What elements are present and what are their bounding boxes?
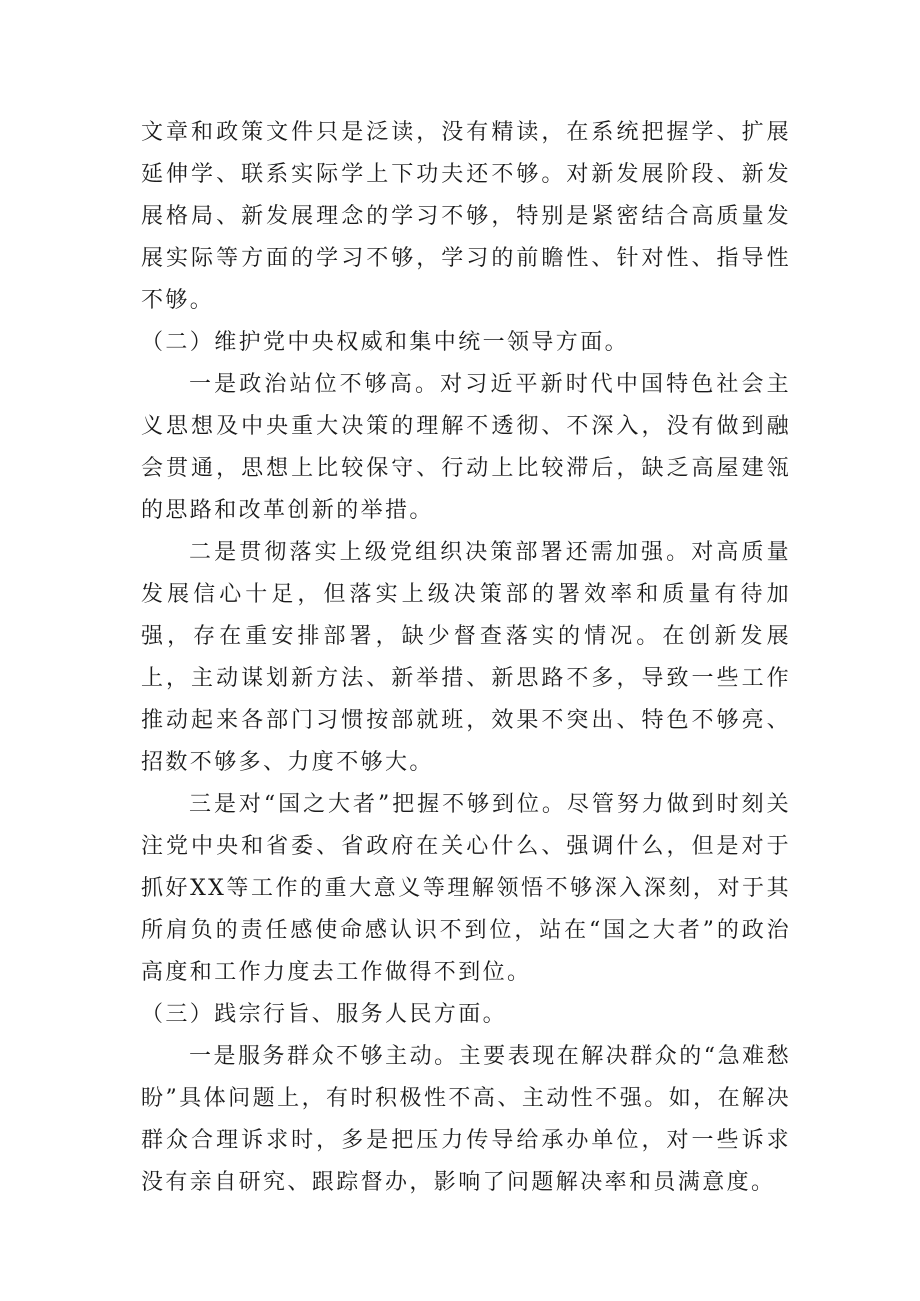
paragraph-political-stance: 一是政治站位不够高。对习近平新时代中国特色社会主义思想及中央重大决策的理解不透彻、不深入，没有做到融会贯通，思想上比较保守、行动上比较滞后，缺乏高屋建瓴的思路和改革创新的举措。 xyxy=(141,372,791,523)
section-heading-2: （二）维护党中央权威和集中统一领导方面。 xyxy=(141,330,630,355)
paragraph-study-shortcomings: 文章和政策文件只是泛读，没有精读，在系统把握学、扩展延伸学、联系实际学上下功夫还不够。对新发展阶段、新发展格局、新发展理念的学习不够，特别是紧密结合高质量发展实际等方面的学习不够，学习的前瞻性、针对性、指导性不够。 xyxy=(141,120,791,313)
paragraph-implementation: 二是贯彻落实上级党组织决策部署还需加强。对高质量发展信心十足，但落实上级决策部的署效率和质量有待加强，存在重安排部署，缺少督查落实的情况。在创新发展上，主动谋划新方法、新举措、新思路不多，导致一些工作推动起来各部门习惯按部就班，效果不突出、特色不够亮、招数不够多、力度不够大。 xyxy=(141,540,791,775)
paragraph-serving-people: 一是服务群众不够主动。主要表现在解决群众的“急难愁盼”具体问题上，有时积极性不高、主动性不强。如，在解决群众合理诉求时，多是把压力传导给承办单位，对一些诉求没有亲自研究、跟踪督办，影响了问题解决率和员满意度。 xyxy=(141,1044,791,1195)
paragraph-national-priorities: 三是对“国之大者”把握不够到位。尽管努力做到时刻关注党中央和省委、省政府在关心什么、强调什么，但是对于抓好XX等工作的重大意义等理解领悟不够深入深刻，对于其所肩负的责任感使命感认识不到位，站在“国之大者”的政治高度和工作力度去工作做得不到位。 xyxy=(141,792,791,985)
section-heading-3: （三）践宗行旨、服务人民方面。 xyxy=(141,1002,508,1027)
document-body xyxy=(141,112,791,1204)
